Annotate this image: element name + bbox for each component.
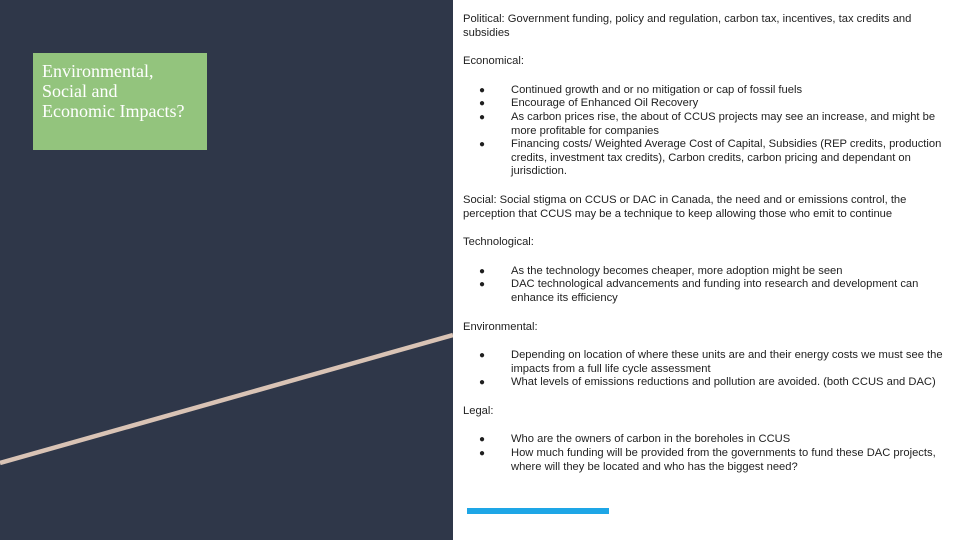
title-box xyxy=(33,53,207,150)
list-item xyxy=(463,138,955,179)
environmental-heading: Environmental: xyxy=(463,320,538,333)
list-item xyxy=(463,111,955,138)
bullet-icon: ● xyxy=(479,434,486,446)
economical-list xyxy=(463,84,955,179)
accent-bar xyxy=(467,508,609,514)
list-item-text: As carbon prices rise, the about of CCUS projects may see an increase, and might be more profitable for companies xyxy=(511,110,936,137)
list-item xyxy=(463,433,955,447)
list-item xyxy=(463,278,955,305)
bullet-icon: ● xyxy=(479,377,486,389)
legal-list xyxy=(463,433,955,474)
political-paragraph: Political: Government funding, policy and regulation, carbon tax, incentives, tax credits and subsidies xyxy=(463,13,912,39)
list-item-text: Who are the owners of carbon in the boreholes in CCUS xyxy=(511,433,791,446)
bullet-icon: ● xyxy=(479,265,486,277)
list-item-text: Depending on location of where these units are and their energy costs we must see the impacts from a full life cycle assessment xyxy=(511,349,943,375)
list-item-text: What levels of emissions reductions and pollution are avoided. (both CCUS and DAC) xyxy=(511,376,936,389)
economical-heading: Economical: xyxy=(463,55,524,68)
environmental-list xyxy=(463,349,955,390)
bullet-icon: ● xyxy=(479,111,486,123)
list-item-text: As the technology becomes cheaper, more adoption might be seen xyxy=(511,264,843,277)
bullet-icon: ● xyxy=(479,98,486,110)
technological-list xyxy=(463,265,955,306)
social-paragraph: Social: Social stigma on CCUS or DAC in Canada, the need and or emissions control, the perception that CCUS may be a technique to keep allowing those who emit to continue xyxy=(463,193,907,220)
bullet-icon: ● xyxy=(479,84,486,96)
list-item xyxy=(463,447,955,474)
bullet-icon: ● xyxy=(479,350,486,362)
list-item xyxy=(463,84,955,98)
list-item-text: Encourage of Enhanced Oil Recovery xyxy=(511,97,699,110)
list-item xyxy=(463,97,955,111)
list-item-text: Continued growth and or no mitigation or cap of fossil fuels xyxy=(511,83,803,96)
slide-title: Environmental, Social and Economic Impacts? xyxy=(42,61,185,121)
list-item-text: Financing costs/ Weighted Average Cost of Capital, Subsidies (REP credits, production credits, investment tax credits), Carbon credits, carbon pricing and dependant on jurisdiction. xyxy=(511,138,942,178)
pestel-content xyxy=(463,13,955,474)
list-item xyxy=(463,349,955,376)
list-item xyxy=(463,265,955,279)
bullet-icon: ● xyxy=(479,139,486,151)
list-item xyxy=(463,376,955,390)
technological-heading: Technological: xyxy=(463,236,534,249)
legal-heading: Legal: xyxy=(463,404,494,417)
bullet-icon: ● xyxy=(479,448,486,460)
list-item-text: DAC technological advancements and funding into research and development can enhance its efficiency xyxy=(511,278,919,304)
list-item-text: How much funding will be provided from the governments to fund these DAC projects, where will they be located and who has the biggest need? xyxy=(511,447,936,473)
bullet-icon: ● xyxy=(479,279,486,291)
